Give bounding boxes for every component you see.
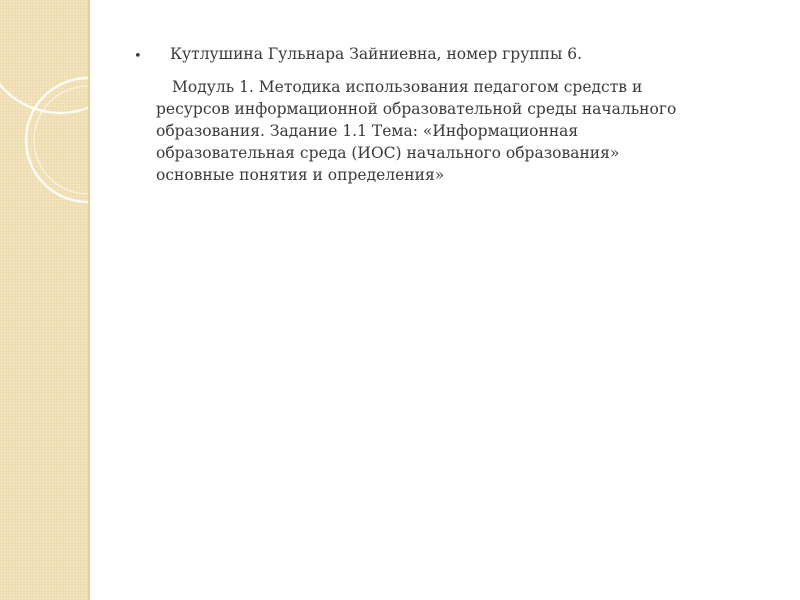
- panel-divider: [88, 0, 90, 600]
- slide-text-block: [134, 43, 694, 186]
- decorative-ring-medium: [26, 78, 88, 202]
- decorative-rings: [0, 0, 88, 600]
- decorative-side-panel: [0, 0, 88, 600]
- bullet-marker: •: [134, 49, 142, 64]
- decorative-ring-inner: [34, 86, 88, 194]
- author-text: Кутлушина Гульнара Зайниевна, номер группы 6.: [170, 45, 583, 63]
- module-description: Модуль 1. Методика использования педагогом средств и ресурсов информационной образовательной среды начального образования. Задание 1.1 Тема: «Информационная образовательная среда (ИОС) начального образования» основные понятия и определения»: [156, 78, 677, 184]
- author-line: [134, 43, 694, 65]
